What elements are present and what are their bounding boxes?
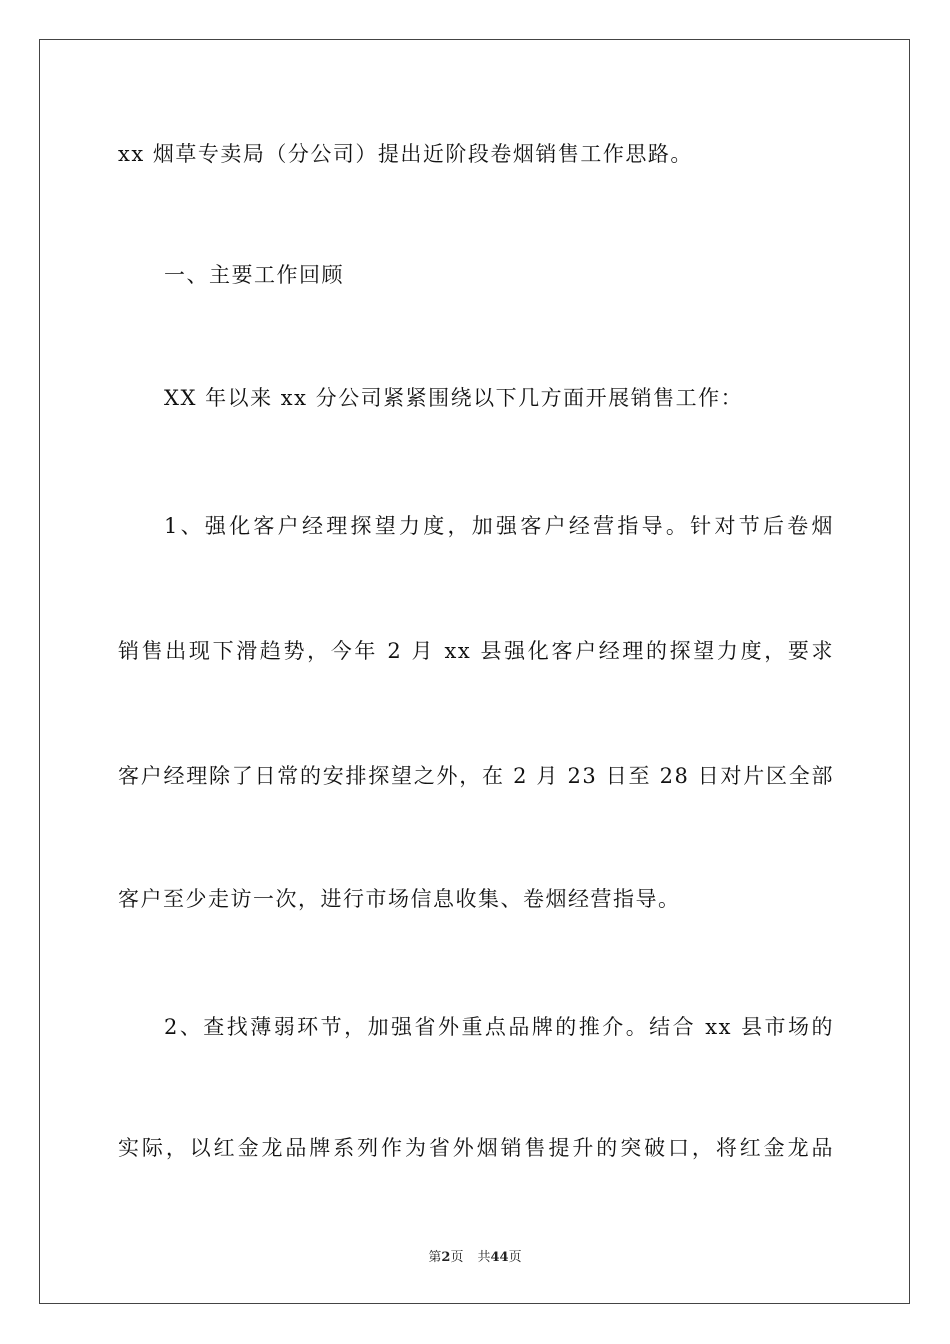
total-suffix: 页 — [508, 1250, 522, 1265]
total-prefix: 共 — [477, 1250, 491, 1265]
text-line-7: 客户至少走访一次，进行市场信息收集、卷烟经营指导。 — [118, 887, 681, 911]
text-line-4: 1、强化客户经理探望力度，加强客户经营指导。针对节后卷烟 — [164, 514, 834, 538]
page-border — [39, 39, 910, 1304]
section-heading: 一、主要工作回顾 — [164, 263, 344, 287]
page-number: 2 — [441, 1250, 451, 1265]
page-footer — [0, 1246, 950, 1265]
text-line-9: 实际，以红金龙品牌系列作为省外烟销售提升的突破口，将红金龙品 — [118, 1136, 834, 1160]
text-line-5: 销售出现下滑趋势，今年 2 月 xx 县强化客户经理的探望力度，要求 — [118, 639, 834, 663]
text-line-3: XX 年以来 xx 分公司紧紧围绕以下几方面开展销售工作： — [164, 386, 744, 410]
text-line-1: xx 烟草专卖局（分公司）提出近阶段卷烟销售工作思路。 — [118, 142, 693, 166]
page-suffix: 页 — [450, 1250, 464, 1265]
text-line-6: 客户经理除了日常的安排探望之外，在 2 月 23 日至 28 日对片区全部 — [118, 764, 834, 788]
text-line-8: 2、查找薄弱环节，加强省外重点品牌的推介。结合 xx 县市场的 — [164, 1015, 834, 1039]
page-prefix: 第 — [428, 1250, 442, 1265]
total-pages: 44 — [490, 1250, 509, 1265]
